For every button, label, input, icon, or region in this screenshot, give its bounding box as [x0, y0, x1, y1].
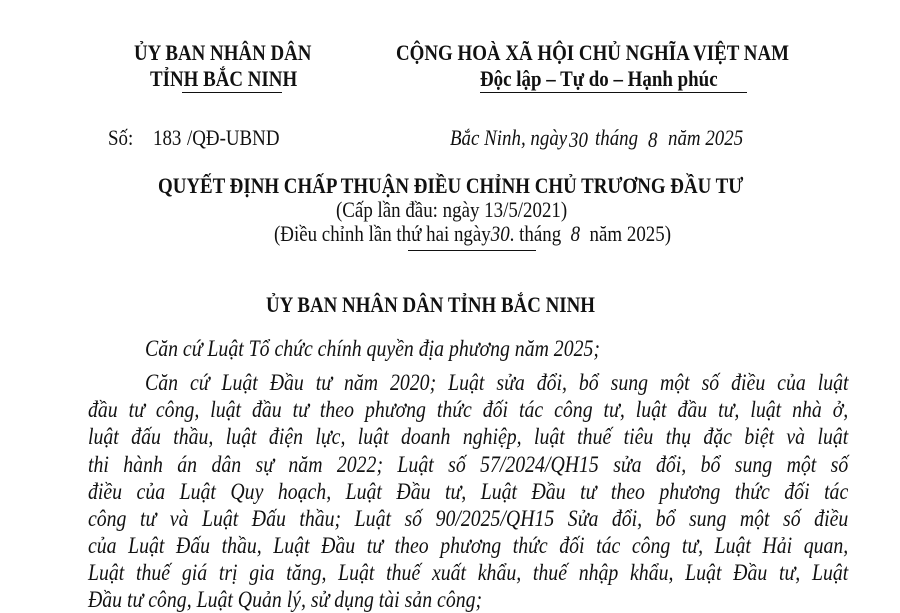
- number-value: 183: [153, 125, 182, 150]
- body-line: Luật thuế giá trị gia tăng, Luật thuế xuất khẩu, thuế nhập khẩu, Luật Đầu tư, Luật: [88, 560, 849, 585]
- issuing-authority: ỦY BAN NHÂN DÂN TỈNH BẮC NINH: [266, 292, 596, 317]
- body-line: Căn cứ Luật Đầu tư năm 2020; Luật sửa đổi, bổ sung một số điều của luật: [145, 370, 849, 395]
- date-month: 8: [648, 127, 658, 152]
- agency-name-line2: TỈNH BẮC NINH: [150, 66, 298, 91]
- national-motto: Độc lập – Tự do – Hạnh phúc: [480, 66, 718, 91]
- adjustment-year: năm 2025): [589, 221, 671, 246]
- date-year: năm 2025: [668, 125, 744, 150]
- body-line: thi hành án dân sự năm 2022; Luật số 57/2024/QH15 sửa đổi, bổ sung một số: [88, 452, 849, 477]
- body-line: đầu tư công, luật đầu tư theo phương thức đối tác công tư, luật đầu tư, luật nhà ở,: [88, 397, 849, 422]
- body-line: công tư và Luật Đấu thầu; Luật số 90/2025/QH15 Sửa đổi, bổ sung một số điều: [88, 506, 849, 531]
- adjustment-prefix: (Điều chỉnh lần thứ hai ngày: [274, 221, 491, 246]
- motto-underline: [480, 92, 747, 93]
- adjustment-month: 8: [570, 221, 581, 246]
- number-label: Số:: [108, 125, 134, 150]
- body-line: của Luật Đấu thầu, Luật Đầu tư theo phương thức đối tác công tư, Luật Hải quan,: [88, 533, 849, 558]
- number-suffix: /QĐ-UBND: [187, 125, 280, 150]
- date-month-label: tháng: [595, 125, 639, 150]
- adjustment-month-label: . tháng: [509, 221, 562, 246]
- body-line: luật đấu thầu, luật điện lực, luật doanh nghiệp, luật thuế tiêu thụ đặc biệt và luật: [88, 424, 849, 449]
- title-underline: [408, 250, 536, 251]
- first-issue-date: (Cấp lần đầu: ngày 13/5/2021): [336, 197, 568, 222]
- body-line: Đầu tư công, Luật Quản lý, sử dụng tài sản công;: [88, 587, 483, 612]
- date-day: 30: [569, 127, 588, 152]
- place-date-prefix: Bắc Ninh, ngày: [450, 125, 568, 150]
- agency-name-line1: ỦY BAN NHÂN DÂN: [134, 40, 312, 65]
- body-line: Căn cứ Luật Tổ chức chính quyền địa phương năm 2025;: [145, 336, 600, 361]
- nation-name: CỘNG HOÀ XÃ HỘI CHỦ NGHĨA VIỆT NAM: [396, 40, 789, 65]
- agency-underline: [182, 92, 282, 93]
- body-line: điều của Luật Quy hoạch, Luật Đầu tư, Luật Đầu tư theo phương thức đối tác: [88, 479, 849, 504]
- decision-title: QUYẾT ĐỊNH CHẤP THUẬN ĐIỀU CHỈNH CHỦ TRƯƠNG ĐẦU TƯ: [158, 173, 744, 198]
- adjustment-day: 30: [490, 221, 510, 246]
- adjustment-date: [274, 221, 671, 247]
